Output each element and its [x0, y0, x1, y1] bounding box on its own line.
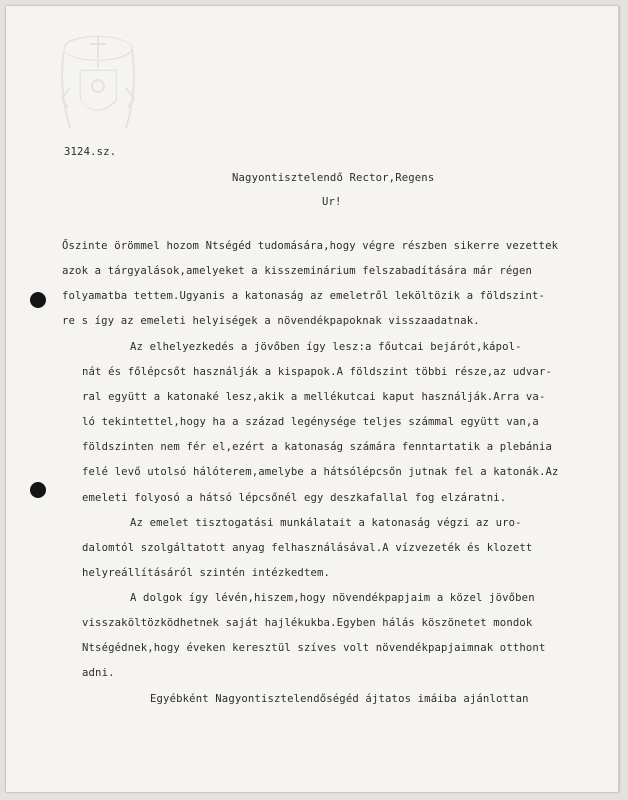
letter-page: [6, 6, 619, 792]
closing-line: Egyébként Nagyontisztelendőségéd ájtatos imáiba ajánlottan: [150, 693, 529, 705]
body-line: földszinten nem fér el,ezért a katonaság számára fenntartatik a plebánia: [82, 441, 553, 453]
body-line: folyamatba tettem.Ugyanis a katonaság az emeletről leköltözik a földszint-: [62, 290, 546, 302]
body-line: nát és főlépcsőt használják a kispapok.A földszint többi része,az udvar-: [82, 366, 553, 378]
body-line: dalomtól szolgáltatott anyag felhasználásával.A vízvezeték és klozett: [82, 542, 533, 554]
body-line: Az elhelyezkedés a jövőben így lesz:a főutcai bejárót,kápol-: [130, 341, 522, 353]
salutation: Ur!: [322, 196, 342, 208]
body-line: ló tekintettel,hogy ha a század legénysége teljes számmal együtt van,a: [82, 416, 539, 428]
body-line: Az emelet tisztogatási munkálatait a katonaság végzi az uro-: [130, 517, 522, 529]
punch-hole-bottom: [30, 482, 46, 498]
body-line: Őszinte örömmel hozom Ntségéd tudomására,hogy végre részben sikerre vezettek: [62, 240, 559, 252]
body-line: adni.: [82, 667, 115, 679]
body-line: Ntségédnek,hogy éveken keresztül szíves volt növendékpapjaimnak otthont: [82, 642, 546, 654]
body-line: A dolgok így lévén,hiszem,hogy növendékpapjaim a közel jövőben: [130, 592, 535, 604]
body-line: helyreállításáról szintén intézkedtem.: [82, 567, 331, 579]
body-line: felé levő utolsó hálóterem,amelybe a hátsólépcsőn jutnak fel a katonák.Az: [82, 466, 559, 478]
embossed-coat-of-arms-icon: [50, 28, 146, 138]
body-line: ral együtt a katonaké lesz,akik a mellékutcai kaput használják.Arra va-: [82, 391, 546, 403]
addressee: Nagyontisztelendő Rector,Regens: [232, 172, 435, 184]
body-line: visszaköltözködhetnek saját hajlékukba.Egyben hálás köszönetet mondok: [82, 617, 533, 629]
punch-hole-top: [30, 292, 46, 308]
reference-number: 3124.sz.: [64, 146, 117, 158]
body-line: re s így az emeleti helyiségek a növendékpapoknak visszaadatnak.: [62, 315, 480, 327]
body-line: emeleti folyosó a hátsó lépcsőnél egy deszkafallal fog elzáratni.: [82, 492, 507, 504]
body-line: azok a tárgyalások,amelyeket a kisszeminárium felszabadítására már régen: [62, 265, 533, 277]
